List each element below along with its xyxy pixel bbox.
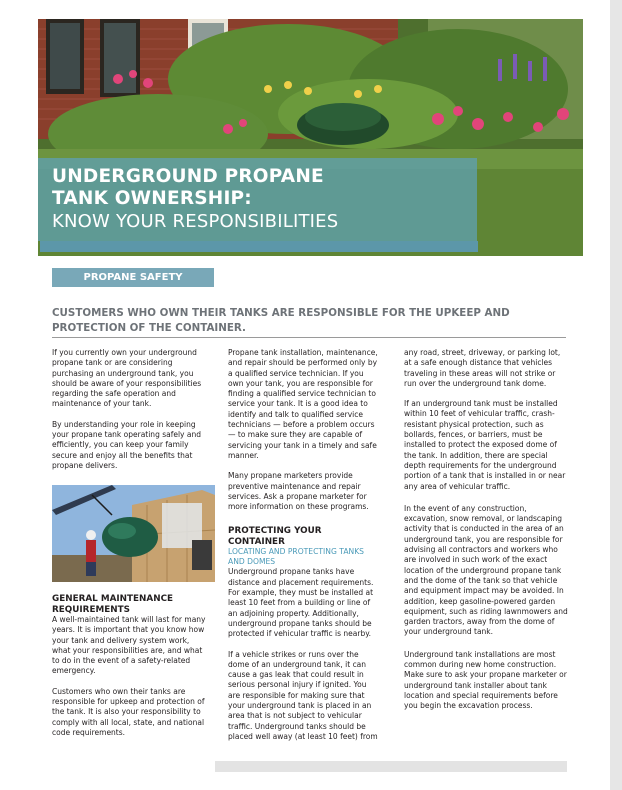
column-1-top [52,348,210,471]
col1-paragraph-3: A well-maintained tank will last for many years. It is important that you know how your tank and delivery system work, what your responsibilities are, and what to do in the event of a safety-related emergency. [52,615,206,676]
locating-protecting-subheading: LOCATING AND PROTECTING TANKS AND DOMES [228,547,364,567]
col2-paragraph-2: Many propane marketers provide preventive maintenance and repair services. Ask a propane marketer for more information on these programs. [228,471,369,512]
page-title-line-1: UNDERGROUND PROPANE [52,166,324,187]
col3-paragraph-2: If an underground tank must be installed within 10 feet of vehicular traffic, crash-resistant physical protection, such as bollards, fences, or barriers, must be installed to protect the exposed dome of the tank. In addition, there are special depth requirements for the underground portion of a tank that is installed in or near any area of vehicular traffic. [404,399,566,491]
page-title-line-2: TANK OWNERSHIP: [52,188,252,209]
photo-tank-installation [52,485,215,582]
col2-paragraph-3: Underground propane tanks have distance and placement requirements. For example, they must be installed at least 10 feet from a building or line of an adjoining property. Additionally, underground propane tanks should be protected if vehicular traffic is nearby. [228,567,374,639]
title-banner-accent [40,241,478,252]
column-1-bottom [52,594,210,738]
col3-paragraph-3: In the event of any construction, excavation, snow removal, or landscaping activity that is conducted in the area of an underground tank, you are responsible for advising all contractors and workers who are involved in such work of the exact location of the underground propane tank and the dome of the tank so that vehicle and equipment impact may be avoided. In addition, keep gasoline-powered garden equipment, such as riding lawnmowers and garden tractors, away from the dome of your underground tank. [404,503,568,637]
col1-paragraph-4: Customers who own their tanks are responsible for upkeep and protection of the tank. It is also your responsibility to comply with all local, state, and national code requirements. [52,686,205,737]
col3-paragraph-4: Underground tank installations are most common during new home construction. Make sure to ask your propane marketer or underground tank installer about tank location and special requirements before you begin the excavation process. [404,649,567,711]
col2-paragraph-1: Propane tank installation, maintenance, and repair should be performed only by a qualified service technician. If you own your tank, you are responsible for finding a qualified service technician to service your tank. It is a good idea to identify and talk to qualified service technicians — before a problem occurs — to make sure they are capable of servicing your tank in a timely and safe manner. [228,348,378,460]
col3-paragraph-1: any road, street, driveway, or parking lot, at a safe enough distance that vehicles traveling in these areas will not strike or run over the underground tank dome. [404,348,561,388]
page-edge [610,0,622,790]
intro-divider [52,337,566,338]
col1-paragraph-1: If you currently own your underground propane tank or are considering purchasing an underground tank, you should be aware of your responsibilities regarding the safe operation and maintenance of your tank. [52,348,202,409]
col1-paragraph-2: By understanding your role in keeping your propane tank operating safely and efficiently, you can keep your family secure and enjoy all the benefits that propane delivers. [52,419,201,470]
intro-heading: CUSTOMERS WHO OWN THEIR TANKS ARE RESPONSIBLE FOR THE UPKEEP AND PROTECTION OF THE CONTAINER. [52,307,510,334]
page-title-line-3: KNOW YOUR RESPONSIBILITIES [52,211,339,232]
section-label: PROPANE SAFETY [52,268,214,287]
protecting-container-heading: PROTECTING YOUR CONTAINER [228,526,322,547]
column-2 [228,348,380,742]
column-3 [404,348,569,712]
col2-paragraph-4: If a vehicle strikes or runs over the dome of an underground tank, it can cause a gas leak that could result in serious personal injury if ignited. You are responsible for making sure that your underground tank is placed in an area that is not subject to vehicular traffic. Underground tanks should be placed well away (at least 10 feet) from [228,649,378,741]
general-maintenance-heading: GENERAL MAINTENANCE REQUIREMENTS [52,594,174,615]
footer-bar [215,761,567,772]
